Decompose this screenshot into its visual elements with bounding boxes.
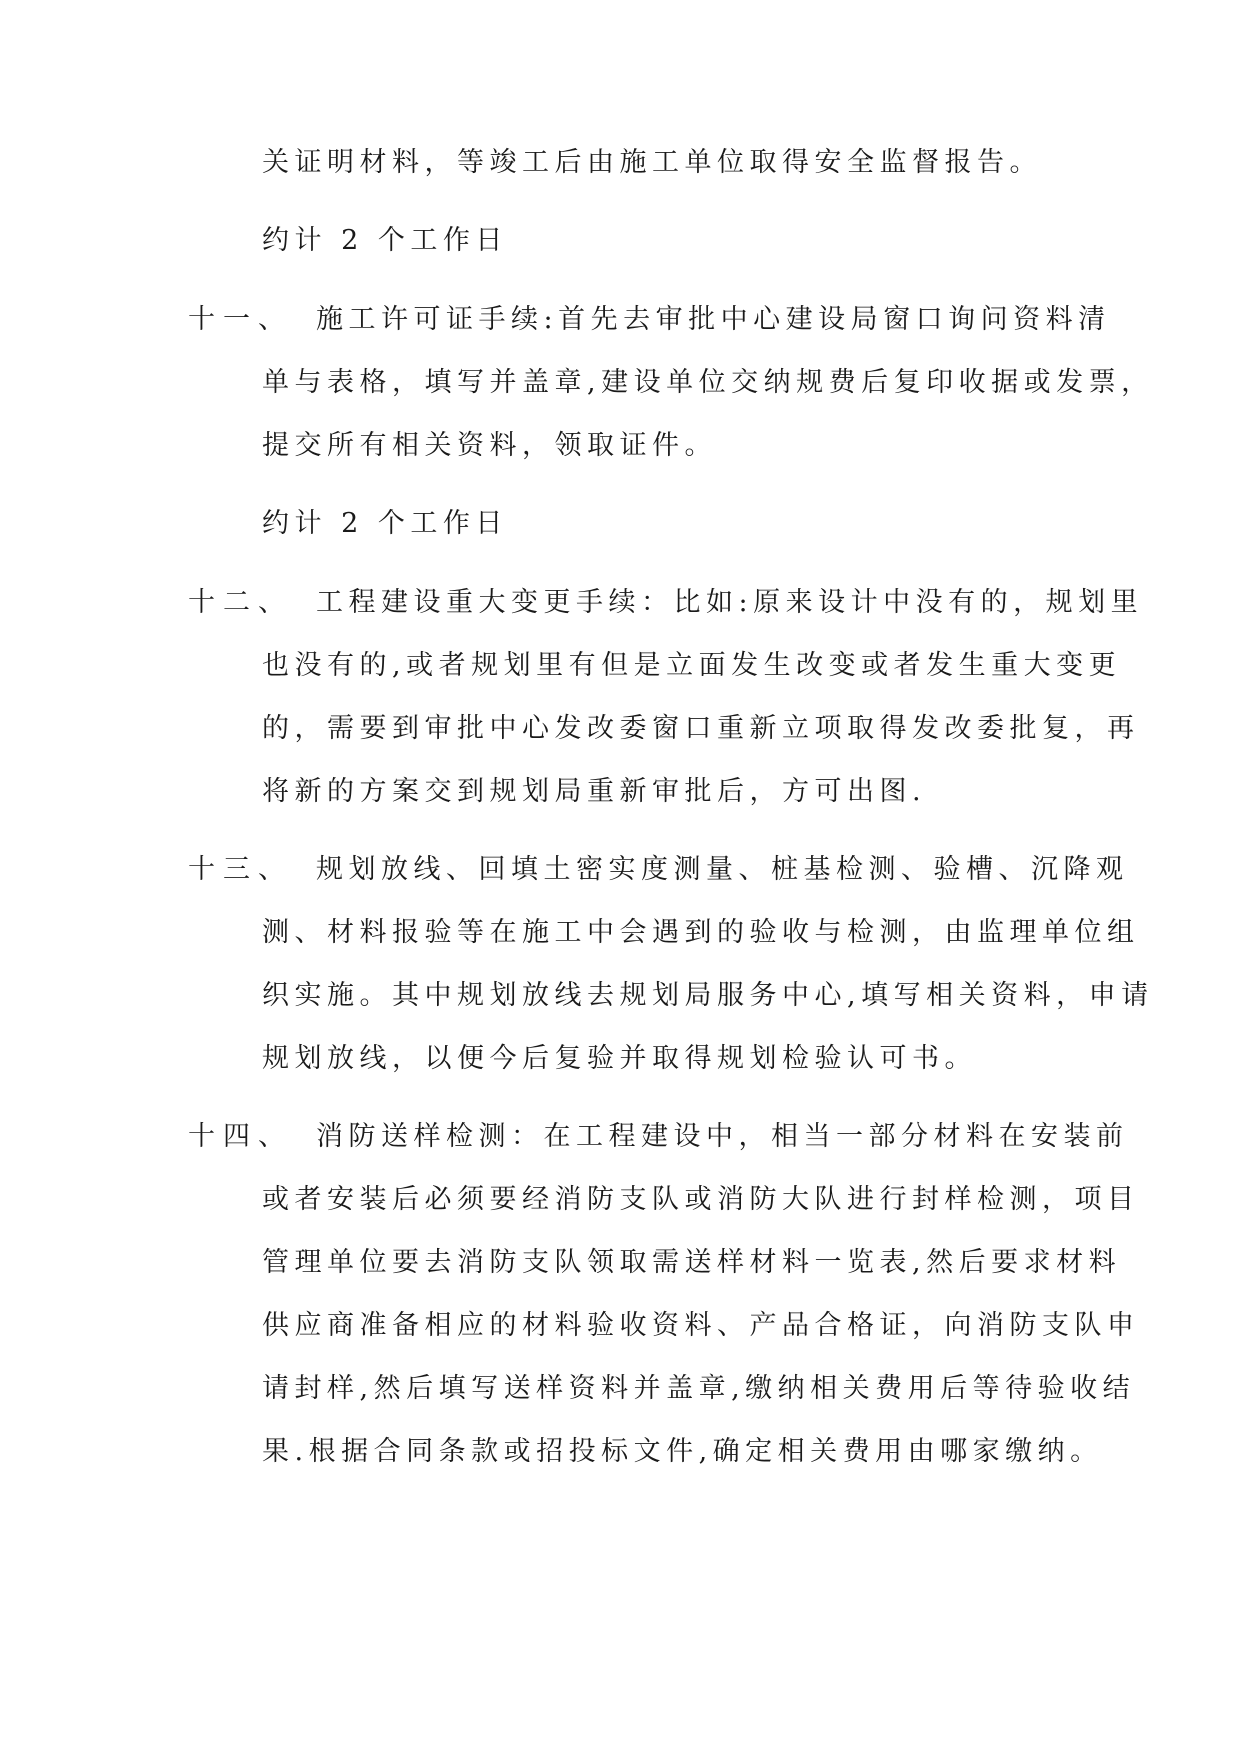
paragraph-line: 消防送样检测：在工程建设中，相当一部分材料在安装前 (316, 1121, 1129, 1152)
paragraph-line: 也没有的,或者规划里有但是立面发生改变或者发生重大变更 (262, 650, 1122, 681)
paragraph-line: 规划放线、回填土密实度测量、桩基检测、验槽、沉降观 (316, 854, 1129, 885)
paragraph-line: 规划放线，以便今后复验并取得规划检验认可书。 (262, 1043, 977, 1074)
item-number: 十四、 (188, 1121, 293, 1152)
paragraph-line: 将新的方案交到规划局重新审批后，方可出图. (262, 776, 927, 807)
paragraph-line: 供应商准备相应的材料验收资料、产品合格证，向消防支队申 (262, 1310, 1140, 1341)
item-number: 十三、 (188, 854, 293, 885)
paragraph-line: 提交所有相关资料，领取证件。 (262, 430, 717, 461)
item-number: 十二、 (188, 587, 293, 618)
paragraph-line: 关证明材料，等竣工后由施工单位取得安全监督报告。 (262, 147, 1042, 178)
paragraph-line: 或者安装后必须要经消防支队或消防大队进行封样检测，项目 (262, 1184, 1140, 1215)
paragraph-line: 施工许可证手续:首先去审批中心建设局窗口询问资料清 (316, 304, 1111, 335)
paragraph-line: 织实施。其中规划放线去规划局服务中心,填写相关资料，申请 (262, 980, 1154, 1011)
work-days-note: 约计 2 个工作日 (262, 508, 508, 539)
item-number: 十一、 (188, 304, 293, 335)
paragraph-line: 请封样,然后填写送样资料并盖章,缴纳相关费用后等待验收结 (262, 1373, 1136, 1404)
paragraph-line: 测、材料报验等在施工中会遇到的验收与检测，由监理单位组 (262, 917, 1140, 948)
paragraph-line: 果.根据合同条款或招投标文件,确定相关费用由哪家缴纳。 (262, 1436, 1103, 1467)
paragraph-line: 管理单位要去消防支队领取需送样材料一览表,然后要求材料 (262, 1247, 1122, 1278)
paragraph-line: 的，需要到审批中心发改委窗口重新立项取得发改委批复，再 (262, 713, 1140, 744)
work-days-note: 约计 2 个工作日 (262, 225, 508, 256)
paragraph-line: 工程建设重大变更手续：比如:原来设计中没有的，规划里 (316, 587, 1144, 618)
paragraph-line: 单与表格，填写并盖章,建设单位交纳规费后复印收据或发票， (262, 367, 1154, 398)
